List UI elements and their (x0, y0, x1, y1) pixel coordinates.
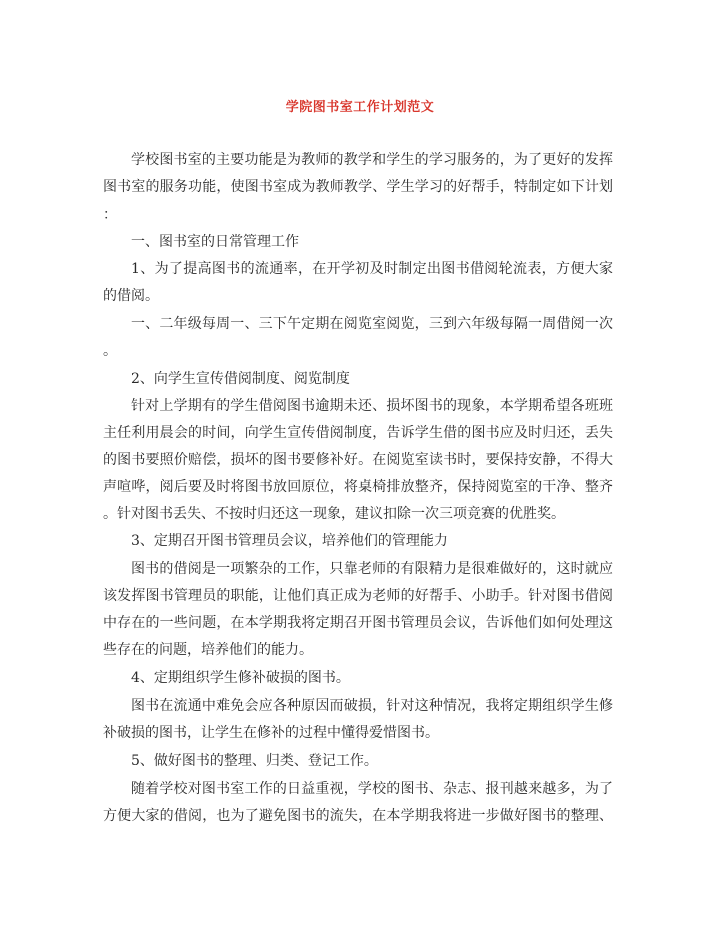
paragraph-line: 该发挥图书管理员的职能，让他们真正成为老师的好帮手、小助手。针对图书借阅 (103, 588, 613, 604)
paragraph-line: 图书室的服务功能，使图书室成为教师教学、学生学习的好帮手，特制定如下计划 (103, 179, 613, 195)
paragraph-line: 4、定期组织学生修补破损的图书。 (131, 670, 350, 686)
document-title: 学院图书室工作计划范文 (285, 100, 435, 115)
paragraph-line: 主任利用晨会的时间，向学生宣传借阅制度，告诉学生借的图书应及时归还，丢失 (103, 425, 613, 441)
paragraph-line: 随着学校对图书室工作的日益重视，学校的图书、杂志、报刊越来越多，为了 (131, 781, 613, 797)
paragraph-line: ： (103, 207, 117, 223)
paragraph-line: 图书在流通中难免会应各种原因而破损，针对这种情况，我将定期组织学生修 (131, 698, 613, 714)
paragraph-line: 些存在的问题，培养他们的能力。 (103, 642, 313, 658)
paragraph-line: 方便大家的借阅，也为了避免图书的流失，在本学期我将进一步做好图书的整理、 (103, 808, 613, 824)
paragraph-line: 。针对图书丢失、不按时归还这一现象，建议扣除一次三项竞赛的优胜奖。 (103, 506, 565, 522)
paragraph-line: 5、做好图书的整理、归类、登记工作。 (131, 753, 378, 769)
paragraph-line: 2、向学生宣传借阅制度、阅览制度 (131, 371, 350, 387)
paragraph-line: 图书的借阅是一项繁杂的工作，只靠老师的有限精力是很难做好的，这时就应 (131, 561, 613, 577)
paragraph-line: 中存在的一些问题，在本学期我将定期召开图书管理员会议，告诉他们如何处理这 (103, 615, 613, 631)
paragraph-line: 1、为了提高图书的流通率，在开学初及时制定出图书借阅轮流表，方便大家 (131, 261, 613, 277)
paragraph-line: 声喧哗，阅后要及时将图书放回原位，将桌椅排放整齐，保持阅览室的干净、整齐 (103, 479, 613, 495)
paragraph-line: 学校图书室的主要功能是为教师的教学和学生的学习服务的，为了更好的发挥 (131, 152, 613, 168)
paragraph-line: 3、定期召开图书管理员会议，培养他们的管理能力 (131, 533, 448, 549)
paragraph-line: 针对上学期有的学生借阅图书逾期未还、损坏图书的现象，本学期希望各班班 (131, 398, 613, 414)
paragraph-line: 补破损的图书，让学生在修补的过程中懂得爱惜图书。 (103, 725, 439, 741)
paragraph-line: 的图书要照价赔偿，损坏的图书要修补好。在阅览室读书时，要保持安静，不得大 (103, 452, 613, 468)
paragraph-line: 的借阅。 (103, 288, 159, 304)
paragraph-line: 。 (103, 343, 117, 359)
paragraph-line: 一、图书室的日常管理工作 (131, 234, 299, 250)
paragraph-line: 一、二年级每周一、三下午定期在阅览室阅览，三到六年级每隔一周借阅一次 (131, 316, 613, 332)
